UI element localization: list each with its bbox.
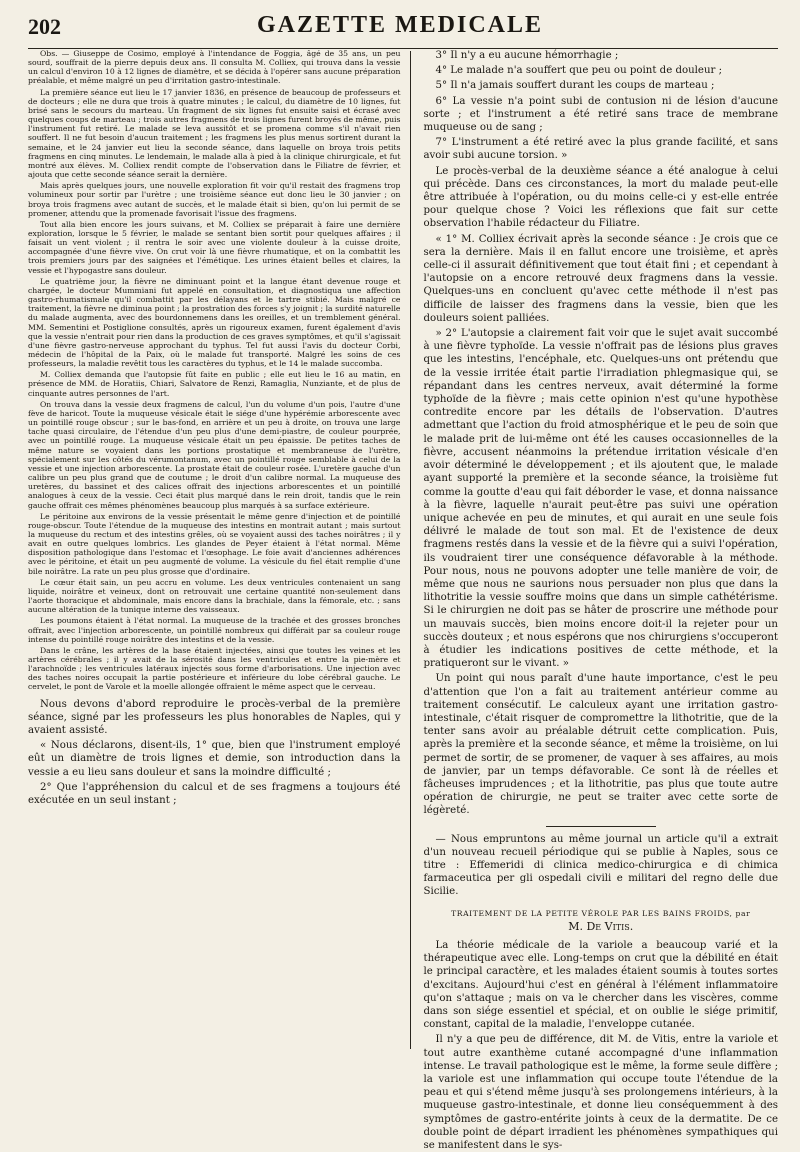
two-column-body — [28, 49, 778, 1152]
numbered-item: 7° L'instrument a été retiré avec la plus grande facilité, et sans avoir subi aucune torsion. » — [423, 137, 778, 162]
paragraph: Le procès-verbal de la deuxième séance a été analogue à celui qui précède. Dans ces circonstances, la mort du malade peut-elle être attribuée à l'opération, ou du moins celle-ci y est-elle entrée pour quelque chose ? Voici les réflexions que fait sur cette observation l'habile rédacteur du Filiatre. — [423, 165, 778, 230]
paragraph: » 2° L'autopsie a clairement fait voir que le sujet avait succombé à une fièvre typhoïde. La vessie n'offrait pas de lésions plus graves que les intestins, l'encéphale, etc. Quelques-uns ont prétendu que de la vessie irritée était partie l'irradiation phlegmasique qui, se répandant dans les centres nerveux, avait déterminé la forme typhoïde de la fièvre ; mais cette opinion n'est qu'une hypothèse contredite encore par les détails de l'observation. D'autres admettant que l'action du froid atmosphérique et le peu de soin que le malade prit de lui-même ont été les causes occasionnelles de la fièvre, accusent néanmoins la prétendue irritation vésicale d'en avoir déterminé le développement ; et ils ajoutent que, le malade ayant supporté la première et la seconde séance, la troisième fut comme la goutte d'eau qui fait déborder le vase, et donna naissance à la fièvre, laquelle n'aurait peut-être pas suivi une opération unique achevée en peu de minutes, et qui aurait en une seule fois délivré le malade de tout son mal. Et de l'existence de deux fragmens restés dans la vessie et de la fièvre qui a suivi l'opération, ils voudraient tirer une conséquence défavorable à la méthode. Pour nous, nous ne pouvons adopter une telle manière de voir, de même que nous ne saurions nous persuader non plus que dans la lithotritie la vessie souffre moins que dans un simple cathétérisme. Si le chirurgien ne doit pas se hâter de proscrire une méthode pour un mauvais succès, bien moins encore doit-il la rejeter pour un succès douteux ; et nous espérons que nos chirurgiens s'occuperont à étudier les indications positives de cette méthode, et la pratiqueront sur le vivant. » — [423, 328, 778, 670]
proces-verbal-block — [28, 698, 400, 808]
paragraph: M. Colliex demanda que l'autopsie fût faite en public ; elle eut lieu le 16 au matin, en présence de MM. de Horatiis, Chiari, Salvatore de Renzi, Ramaglia, Nunziante, et de plus de cinquante autres personnes de l'art. — [28, 370, 401, 398]
paragraph: Le péritoine aux environs de la vessie présentait le même genre d'injection et de pointillé rouge-obscur. Toute l'étendue de la muqueuse des intestins en montrait autant ; mais surtout la muqueuse du rectum et des intestins grêles, où se voyaient aussi des taches noirâtres ; il y avait en outre quelques lombrics. Les glandes de Peyer étaient à l'état normal. Même disposition pathologique dans l'estomac et l'œsophage. Le foie avait d'anciennes adhérences avec le péritoine, et était un peu augmenté de volume. La vésicule du fiel était remplie d'une bile noirâtre. La rate un peu plus grosse que d'ordinaire. — [28, 511, 401, 576]
paragraph: — Nous empruntons au même journal un article qu'il a extrait d'un nouveau recueil périodique qui se publie à Naples, sous ce titre : Effemeridi di clinica medico-chirurgica e di chimica farmaceutica per gli ospedali civili e militari del regno delle due Sicilie. — [423, 833, 778, 898]
left-column — [28, 49, 410, 1049]
journal-title: GAZETTE MEDICALE — [256, 12, 544, 38]
paragraph: Un point qui nous paraît d'une haute importance, c'est le peu d'attention que l'on a fait au traitement antérieur comme au traitement consécutif. Le calculeux ayant une irritation gastro-intestinale, c'était risquer de compromettre la lithotritie, que de la tenter sans avoir au préalable détruit cette complication. Puis, après la première et la seconde séance, et même la troisième, on lui permet de sortir, de se promener, de vaquer à ses affaires, au mois de janvier, par un temps défavorable. Ce sont là de réelles et fâcheuses imprudences ; et la lithotritie, pas plus que toute autre opération de chirurgie, ne peut se traiter avec cette sorte de légèreté. — [423, 673, 778, 817]
paragraph: Dans le crâne, les artères de la base étaient injectées, ainsi que toutes les veines et les artères cérébrales ; il y avait de la sérosité dans les ventricules et entre la pie-mère et l'arachnoïde ; les ventricules latéraux injectés sous forme d'arborisations. Une injection avec des taches noires occupait la partie postérieure et inférieure du lobe cérébral gauche. Le cervelet, le pont de Varole et la moelle allongée offraient le même aspect que le cerveau. — [28, 645, 401, 692]
numbered-item: 5° Il n'a jamais souffert durant les coups de marteau ; — [435, 80, 715, 92]
paragraph: On trouva dans la vessie deux fragmens de calcul, l'un du volume d'un pois, l'autre d'une fève de haricot. Toute la muqueuse vésicale était le siége d'une hypérémie arborescente avec un pointillé rouge obscur ; sur le bas-fond, en arrière et un peu à droite, on trouva une large tache quasi circulaire, de l'étendue d'un peu plus d'une demi-piastre, de couleur pourprée, avec un pointillé rouge. La muqueuse vésicale était un peu épaissie. De petites taches de même nature se voyaient dans les portions prostatique et membraneuse de l'urètre, spécialement sur les côtés du vérumontanum, avec un pointillé rouge semblable à celui de la vessie et une injection arborescente. La prostate était de couleur rosée. L'uretère gauche d'un calibre un peu plus grand que de coutume ; le droit d'un calibre normal. La muqueuse des uretères, du bassinet et des calices offrait des injections arborescentes et un pointillé analogues à ceux de la vessie. Ceci était plus marqué dans le rein droit, tandis que le rein gauche offrait ces mêmes phénomènes beaucoup plus marqués à sa surface extérieure. — [28, 399, 401, 510]
paragraph: « 1° M. Colliex écrivait après la seconde séance : Je crois que ce sera la dernière. Mais il en fallut encore une troisième, et après celle-ci il assurait définitivement que tout était fini ; et cependant à l'autopsie on a encore retrouvé deux fragmens dans la vessie. Quelques-uns en concluent qu'avec cette méthode il n'est pas difficile de laisser des fragmens dans la vessie, bien que les douleurs soient palliées. — [423, 233, 778, 324]
page-number: 202 — [28, 14, 61, 39]
section-rule — [546, 826, 656, 827]
paragraph: Obs. — Giuseppe de Cosimo, employé à l'intendance de Foggia, âgé de 35 ans, un peu sourd, souffrait de la pierre depuis deux ans. Il consulta M. Colliex, qui trouva dans la vessie un calcul d'environ 10 à 12 lignes de diamètre, et se décida à l'opérer sans aucune préparation préalable, et même malgré un peu d'irritation gastro-intestinale. — [28, 49, 401, 86]
article-title: TRAITEMENT DE LA PETITE VÉROLE PAR LES BAINS FROIDS, par — [451, 908, 751, 918]
numbered-item: 3° Il n'y a eu aucune hémorrhagie ; — [435, 50, 619, 61]
paragraph: Tout alla bien encore les jours suivans, et M. Colliex se préparait à faire une dernière exploration, lorsque le 5 février, le malade se sentant bien sortit pour quelques affaires ; il faisait un vent violent ; il rentra le soir avec une violente douleur à la cuisse droite, accompagnée d'une fièvre vive. On crut voir là une fièvre rhumatique, et on la combattit les trois premiers jours par des saignées et l'émétique. Les urines étaient belles et claires, la vessie et l'hypogastre sans douleur. — [28, 219, 401, 275]
paragraph: Mais après quelques jours, une nouvelle exploration fit voir qu'il restait des fragmens trop volumineux pour sortir par l'urètre ; une troisième séance eut donc lieu le 30 janvier ; on broya trois fragmens avec autant de succès, et le malade était si bien, qu'on lui permit de se promener, attendu que la promenade favorisait l'issue des fragmens. — [28, 181, 401, 218]
paragraph: La première séance eut lieu le 17 janvier 1836, en présence de beaucoup de professeurs et de docteurs ; elle ne dura que trois à quatre minutes ; le calcul, du diamètre de 10 lignes, fut brisé sans le secours du marteau. Un fragment de six lignes fut ensuite saisi et écrasé avec quelques coups de marteau ; trois autres fragmens de trois lignes furent broyés de même, puis l'instrument fut retiré. Le malade se leva aussitôt et se promena comme s'il n'avait rien souffert. Il ne fut besoin d'aucun traitement ; les fragmens les plus menus sortirent durant la semaine, et le 24 janvier eut lieu la seconde séance, dans laquelle on broya trois petits fragmens en cinq minutes. Le lendemain, le malade alla à pied à la clinique chirurgicale, et fut montré aux élèves. M. Colliex rendit compte de l'observation dans le Filiatre de février, et ajouta que cette seconde séance serait la dernière. — [28, 87, 401, 180]
paragraph: 2° Que l'appréhension du calcul et de ses fragmens a toujours été exécutée en un seul instant ; — [28, 781, 401, 807]
paragraph: Le cœur était sain, un peu accru en volume. Les deux ventricules contenaient un sang liquide, noirâtre et veineux, dont on retrouvait une certaine quantité non-seulement dans l'aorte thoracique et abdominale, mais encore dans la brachiale, dans la fémorale, etc. ; sans aucune altération de la tunique interne des vaisseaux. — [28, 577, 401, 615]
paragraph: Les poumons étaient à l'état normal. La muqueuse de la trachée et des grosses bronches offrait, avec l'injection arborescente, un pointillé nombreux qui différait par sa couleur rouge intense du pointillé rouge noirâtre des intestins et de la vessie. — [28, 616, 401, 644]
paragraph: La théorie médicale de la variole a beaucoup varié et la thérapeutique avec elle. Long-temps on crut que la débilité en était le principal caractère, et les malades étaient soumis à toutes sortes d'excitans. Aujourd'hui c'est en général à l'élément inflammatoire qu'on s'attaque ; mais on va le chercher dans les viscères, comme dans son siége essentiel et spécial, et on oublie le siége primitif, constant, capital de la maladie, l'enveloppe cutanée. — [423, 940, 778, 1031]
numbered-item: 6° La vessie n'a point subi de contusion ni de lésion d'aucune sorte ; et l'instrument a été retiré sans trace de membrane muqueuse ou de sang ; — [423, 95, 778, 134]
numbered-item: 4° Le malade n'a souffert que peu ou point de douleur ; — [435, 65, 723, 77]
article-author: M. De Vitis. — [568, 919, 634, 933]
observation-block — [28, 49, 400, 692]
paragraph: Il n'y a que peu de différence, dit M. de Vitis, entre la variole et tout autre exanthème cutané accompagné d'une inflammation intense. Le travail pathologique est le même, la forme seule diffère ; la variole est une inflammation qui occupe toute l'étendue de la peau et qui s'étend même jusqu'à ses prolongemens intérieurs, à la muqueuse gastro-intestinale, et donne lieu conséquemment à des symptômes de gastro-entérite joints à ceux de la dermatite. De ce double point de départ irradient les phénomènes sympathiques qui se manifestent dans le sys- — [423, 1034, 778, 1152]
paragraph: Le quatrième jour, la fièvre ne diminuant point et la langue étant devenue rouge et chargée, le docteur Mummiani fut appelé en consultation, et diagnostiqua une affection gastro-rhumatismale qu'il combattit par les délayans et le tartre stibié. Mais malgré ce traitement, la fièvre ne diminua point ; la prostration des forces s'y joignit ; la surdité naturelle du malade augmenta, avec des bourdonnemens dans les oreilles, et un tremblement général. MM. Sementini et Postiglione consultés, après un rigoureux examen, furent également d'avis que la vessie n'entrait pour rien dans la production de ces graves symptômes, et qu'il s'agissait d'une fièvre gastro-nerveuse approchant du typhus. Tel fut aussi l'avis du docteur Corbi, médecin de l'hôpital de la Paix, où le malade fut transporté. Malgré les soins de ces professeurs, la maladie revêtit tous les caractères du typhus, et le 14 le malade succomba. — [28, 276, 401, 369]
paragraph: Nous devons d'abord reproduire le procès-verbal de la première séance, signé par les professeurs les plus honorables de Naples, qui y avaient assisté. — [28, 698, 401, 737]
paragraph: « Nous déclarons, disent-ils, 1° que, bien que l'instrument employé eût un diamètre de trois lignes et demie, son introduction dans la vessie a eu lieu sans douleur et sans la moindre difficulté ; — [28, 740, 401, 778]
right-column — [411, 49, 778, 1152]
